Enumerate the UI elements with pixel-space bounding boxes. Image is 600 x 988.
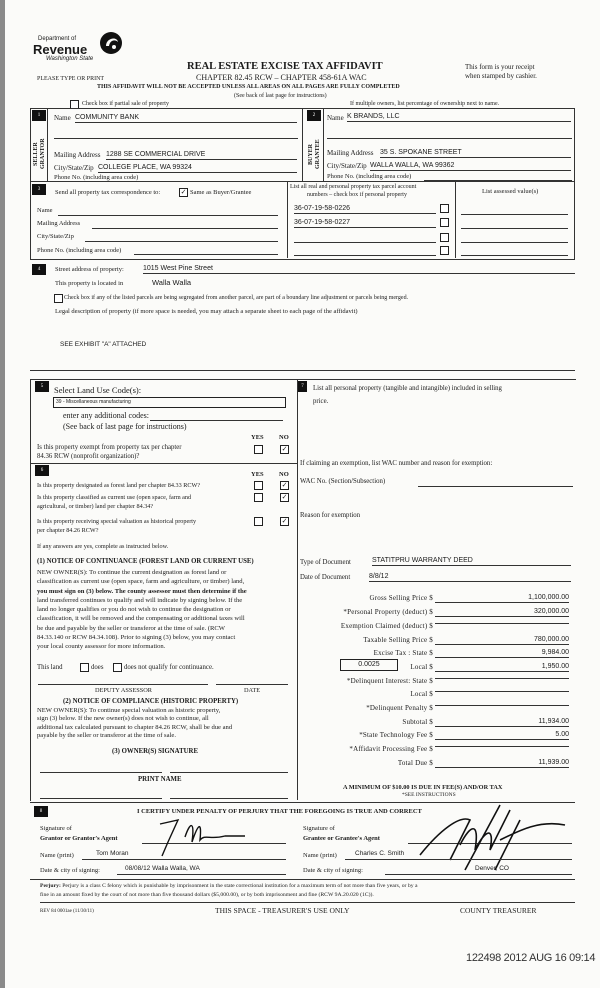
section-number-8: 8 — [34, 806, 48, 817]
this-land-label: This land — [37, 664, 63, 671]
reason-label: Reason for exemption — [300, 512, 361, 519]
print-name-line[interactable] — [40, 798, 162, 799]
doc-type-label: Type of Document — [300, 559, 351, 566]
parcel-number-field[interactable] — [294, 242, 436, 243]
personal-property-text1: List all personal property (tangible and intangible) included in selling — [313, 385, 502, 392]
grantor-date-label: Date & city of signing: — [40, 867, 100, 874]
partial-sale-label: Check box if partial sale of property — [82, 101, 169, 107]
section-number-3: 3 — [32, 184, 46, 195]
current-use-question-line1: Is this property classified as current use (open space, farm and — [37, 494, 192, 501]
legal-description[interactable]: SEE EXHIBIT "A" ATTACHED — [60, 341, 147, 348]
buyer-name-label: Name — [327, 114, 344, 122]
parcel-number-field[interactable]: 36-07-19-58-0226 — [294, 205, 436, 214]
corr-name-label: Name — [37, 207, 53, 214]
forest-question: Is this property designated as forest land per chapter 84.33 RCW? — [37, 482, 201, 489]
parcel-header-line1: List all real and personal property tax parcel account — [290, 184, 417, 190]
forest-yes-checkbox[interactable] — [254, 481, 263, 490]
yes-header: YES — [251, 471, 264, 478]
tax-row-gross: Gross Selling Price $ 1,100,000.00 — [369, 594, 569, 602]
corr-city-field[interactable] — [85, 241, 278, 242]
does-not-qualify-checkbox[interactable] — [113, 663, 122, 672]
grantor-date-field[interactable]: 08/08/12 Walla Walla, WA — [117, 866, 286, 875]
current-use-no-checkbox[interactable]: ✓ — [281, 493, 288, 501]
owner-signature-title: (3) OWNER(S) SIGNATURE — [112, 748, 198, 755]
form-title: REAL ESTATE EXCISE TAX AFFIDAVIT — [187, 61, 383, 72]
receipt-line1: This form is your receipt — [465, 63, 535, 71]
please-print: PLEASE TYPE OR PRINT — [37, 76, 105, 82]
corr-mailing-label: Mailing Address — [37, 220, 81, 227]
buyer-city-label: City/State/Zip — [327, 162, 367, 170]
scan-edge — [0, 0, 5, 988]
tax-row-subtotal: Subtotal $ 11,934.00 — [402, 718, 569, 726]
tax-row-excise-state: Excise Tax : State $ 9,984.00 — [373, 649, 569, 657]
receipt-line2: when stamped by cashier. — [465, 72, 537, 80]
same-as-buyer-checkbox[interactable]: ✓ — [180, 188, 187, 196]
does-label: does — [91, 664, 104, 671]
print-name-line[interactable] — [170, 798, 288, 799]
grantor-signature-of: Signature of — [40, 825, 72, 832]
segregated-label: Check box if any of the listed parcels are being segregated from another parcel, are part of a boundary line adjustment or parcels being merged. — [64, 295, 409, 301]
no-header: NO — [279, 434, 289, 441]
land-use-select[interactable]: 39 - Miscellaneous manufacturing — [53, 397, 286, 408]
personal-property-checkbox[interactable] — [440, 233, 449, 242]
perjury-line2: fine in an amount fixed by the court of not more than five thousand dollars ($5,000.00), or by both imprisonment and fine (RCW 9A.20.020 (1C)). — [40, 892, 374, 898]
certify-statement: I CERTIFY UNDER PENALTY OF PERJURY THAT THE FOREGOING IS TRUE AND CORRECT — [137, 808, 422, 815]
exemption-label: If claiming an exemption, list WAC number and reason for exemption: — [300, 460, 493, 467]
wac-field[interactable] — [418, 486, 573, 487]
owner-signature-line[interactable] — [170, 772, 288, 773]
buyer-name-field[interactable]: K BRANDS, LLC — [347, 113, 571, 122]
assessed-header: List assessed value(s) — [482, 188, 539, 195]
forest-no-checkbox[interactable]: ✓ — [281, 481, 288, 489]
seller-phone-label: Phone No. (including area code) — [54, 174, 139, 181]
current-use-yes-checkbox[interactable] — [254, 493, 263, 502]
doc-date-label: Date of Document — [300, 574, 351, 581]
exempt-question-line1: Is this property exempt from property tax per chapter — [37, 444, 182, 451]
grantee-signature-of: Signature of — [303, 825, 335, 832]
notice-continuance-title: (1) NOTICE OF CONTINUANCE (FOREST LAND OR CURRENT USE) — [37, 558, 254, 565]
see-back-text: (See back of last page for instructions) — [234, 93, 327, 99]
assessed-value-field[interactable] — [461, 255, 568, 256]
local-rate-field[interactable]: 0.0025 — [340, 659, 398, 671]
grantee-signature — [400, 800, 570, 875]
section-number-1: 1 — [32, 110, 46, 121]
seller-name-label: Name — [54, 114, 71, 122]
tax-row-interest-local: Local $ — [297, 690, 573, 700]
segregated-checkbox[interactable] — [54, 294, 63, 303]
parcel-number-field[interactable]: 36-07-19-58-0227 — [294, 219, 436, 228]
historic-question-line1: Is this property receiving special valuation as historical property — [37, 518, 197, 525]
personal-property-text2: price. — [313, 398, 329, 405]
assessed-value-field[interactable] — [461, 242, 568, 243]
grantor-name-field[interactable]: Tom Moran — [82, 851, 286, 860]
corr-name-field[interactable] — [58, 215, 278, 216]
land-use-see-back: (See back of last page for instructions) — [63, 422, 187, 431]
seller-side-label: SELLER GRANTOR — [33, 138, 46, 170]
additional-codes-label: enter any additional codes: — [63, 411, 149, 420]
form-chapter: CHAPTER 82.45 RCW – CHAPTER 458-61A WAC — [196, 73, 367, 82]
doc-date-field[interactable]: 8/8/12 — [369, 573, 571, 582]
notice-continuance-text: NEW OWNER(S): To continue the current designation as forest land or classification as current use (open space, farm and agriculture, or timber) land, you must sign on (3) below. The county assessor must then determine if the land transferred continues to qualify and will indicate by signing below. If the land no longer qualifies or you do not wish to continue the designation or classification, it will be removed and the compensating or additional taxes will be due and payable by the seller or transferor at the time of sale. (RCW 84.33.140 or RCW 84.34.108). Prior to signing (3) below, you may contact your local county assessor for more information. — [37, 569, 247, 651]
minimum-due-note: A MINIMUM OF $10.00 IS DUE IN FEE(S) AND/OR TAX — [343, 784, 503, 791]
form-revision: REV 84 0001ae (11/30/11) — [40, 909, 94, 914]
seller-phone-field[interactable] — [150, 181, 298, 182]
multiple-owners-note: If multiple owners, list percentage of ownership next to name. — [350, 101, 500, 107]
personal-property-checkbox[interactable] — [440, 204, 449, 213]
warning-text: THIS AFFIDAVIT WILL NOT BE ACCEPTED UNLESS ALL AREAS ON ALL PAGES ARE FULLY COMPLETED — [97, 84, 400, 90]
if-yes-note: If any answers are yes, complete as instructed below. — [37, 543, 169, 550]
tax-row-technology-fee: *State Technology Fee $ 5.00 — [359, 731, 569, 739]
seller-city-field[interactable]: COLLEGE PLACE, WA 99324 — [98, 164, 297, 173]
perjury-line1: Perjury: Perjury is a class C felony which is punishable by imprisonment in the state correctional institution for a maximum term of not more than five years, or by a — [40, 883, 418, 889]
seller-name-field[interactable]: COMMUNITY BANK — [75, 114, 297, 123]
notice-compliance-title: (2) NOTICE OF COMPLIANCE (HISTORIC PROPERTY) — [63, 698, 239, 705]
personal-property-checkbox[interactable] — [440, 246, 449, 255]
grantee-name-field[interactable]: Charles C. Smith — [345, 851, 572, 860]
corr-mailing-field[interactable] — [92, 228, 278, 229]
buyer-mailing-label: Mailing Address — [327, 149, 374, 157]
parcel-header-line2: numbers – check box if personal property — [307, 192, 407, 198]
print-name-label: PRINT NAME — [138, 776, 182, 783]
street-field[interactable]: 1015 West Pine Street — [143, 265, 575, 274]
tax-row-processing-fee: *Affidavit Processing Fee $ — [297, 745, 573, 755]
grantor-agent-label: Grantor or Grantor's Agent — [40, 835, 118, 842]
additional-codes-field[interactable] — [150, 420, 283, 421]
historic-yes-checkbox[interactable] — [254, 517, 263, 526]
buyer-phone-label: Phone No. (including area code) — [327, 173, 412, 180]
tax-row-taxable: Taxable Selling Price $ 780,000.00 — [363, 636, 569, 644]
doc-type-field[interactable]: STATITPRU WARRANTY DEED — [372, 557, 571, 566]
legal-label: Legal description of property (if more space is needed, you may attach a separate sheet to each page of the affidavit) — [55, 308, 358, 315]
deputy-assessor-label: DEPUTY ASSESSOR — [95, 687, 152, 694]
county-treasurer-label: COUNTY TREASURER — [460, 906, 537, 915]
tax-row-interest-state: *Delinquent Interest: State $ — [297, 677, 573, 687]
grantee-date-field[interactable]: Denver, CO — [385, 866, 572, 875]
see-instructions-note: *SEE INSTRUCTIONS — [402, 792, 456, 798]
exempt-no-checkbox[interactable]: ✓ — [281, 445, 288, 453]
section-number-2: 2 — [307, 110, 321, 121]
buyer-side-label: BUYER GRANTEE — [308, 139, 321, 169]
assessed-value-field[interactable] — [461, 214, 568, 215]
tax-row-personal-property: *Personal Property (deduct) $ 320,000.00 — [343, 608, 569, 616]
buyer-phone-field[interactable] — [424, 180, 572, 181]
parcel-number-field[interactable] — [294, 255, 436, 256]
exempt-yes-checkbox[interactable] — [254, 445, 263, 454]
street-label: Street address of property: — [55, 266, 124, 273]
deputy-date-line[interactable] — [216, 684, 288, 685]
corr-phone-label: Phone No. (including area code) — [37, 247, 122, 254]
assessed-value-field[interactable] — [461, 228, 568, 229]
section-number-4: 4 — [32, 264, 46, 275]
tax-row-penalty: *Delinquent Penalty $ — [297, 704, 573, 714]
grantee-name-label: Name (print) — [303, 852, 337, 859]
tax-row-total: Total Due $ 11,939.00 — [397, 759, 569, 767]
yes-header: YES — [251, 434, 264, 441]
does-qualify-checkbox[interactable] — [80, 663, 89, 672]
section-number-5: 5 — [35, 381, 49, 392]
tax-row-excise-local: Local $ 1,950.00 — [410, 663, 569, 671]
owner-signature-line[interactable] — [40, 772, 162, 773]
dor-swirl-icon — [97, 30, 125, 56]
grantor-name-label: Name (print) — [40, 852, 74, 859]
logo-line2: Revenue — [33, 42, 88, 57]
seller-mailing-label: Mailing Address — [54, 151, 101, 159]
notice-compliance-text: NEW OWNER(S): To continue special valuation as historic property, sign (3) below. If the new owner(s) does not wish to continue, all additional tax calculated pursuant to chapter 84.26 RCW, shall be due and payable by the seller or transferor at the time of sale. — [37, 707, 233, 740]
logo-line3: Washington State — [46, 56, 94, 62]
personal-property-checkbox[interactable] — [440, 218, 449, 227]
wac-label: WAC No. (Section/Subsection) — [300, 478, 386, 485]
corr-phone-field[interactable] — [134, 254, 278, 255]
current-use-question-line2: agricultural, or timber) land per chapter 84.34? — [37, 503, 154, 510]
seller-mailing-field[interactable]: 1288 SE COMMERCIAL DRIVE — [106, 151, 297, 160]
does-not-label: does not qualify for continuance. — [124, 664, 214, 671]
exempt-question-line2: 84.36 RCW (nonprofit organization)? — [37, 453, 140, 460]
corr-city-label: City/State/Zip — [37, 233, 74, 240]
located-label: This property is located in — [55, 280, 124, 287]
deputy-assessor-signature-line[interactable] — [38, 684, 208, 685]
section-number-6: 6 — [35, 465, 49, 476]
no-header: NO — [279, 471, 289, 478]
logo-line1: Department of — [38, 36, 77, 42]
buyer-city-field[interactable]: WALLA WALLA, WA 99362 — [370, 162, 571, 171]
seller-city-label: City/State/Zip — [54, 164, 94, 172]
historic-question-line2: per chapter 84.26 RCW? — [37, 527, 99, 534]
treasurer-stamp: 122498 2012 AUG 16 09:14 — [466, 952, 596, 964]
correspondence-label: Send all property tax correspondence to: — [55, 189, 161, 196]
historic-no-checkbox[interactable]: ✓ — [281, 517, 288, 525]
grantee-agent-label: Grantee or Grantee's Agent — [303, 835, 380, 842]
tax-row-exemption: Exemption Claimed (deduct) $ — [297, 622, 573, 632]
same-as-buyer-label: Same as Buyer/Grantee — [190, 189, 252, 196]
land-use-title: Select Land Use Code(s): — [54, 385, 142, 395]
grantee-date-label: Date & city of signing: — [303, 867, 363, 874]
located-value[interactable]: Walla Walla — [152, 278, 192, 287]
section-number-7: 7 — [298, 381, 307, 392]
buyer-mailing-field[interactable]: 35 S. SPOKANE STREET — [380, 149, 571, 158]
date-label: DATE — [244, 687, 261, 694]
treasurer-use-label: THIS SPACE - TREASURER'S USE ONLY — [215, 906, 350, 915]
